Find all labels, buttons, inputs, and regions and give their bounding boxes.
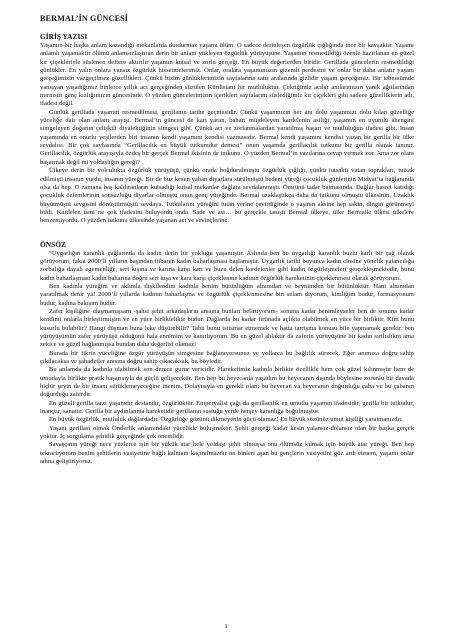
paragraph: Zafer kişiliğine ulaşmamışsam -şahsi şehit arkadaşların anısına bunları belirtiyorum- sonuna kadar benimleyseler ben de sonuna kadar kendimi onlarla birleştirmişim ve en yüce birliktelikte budur. Dağlarda bu kadar firtınada açlıkta olabilmek en yüce bir birliktir. Kim bunu kusurlu bulabilir? Hangi düşman buna leke düşürebilir? Tabii bunu istismar etmemek ve hatta tarrişma konusu bile yapmamak gerekir. ben yürüyüşümün zafer yürüyüşü olduğunu hala ennimim ve kanıtlıyorum. Bu en güzel ahlaktır da zaferin yürüyüşüne bir kadın sırtlıslıkm ama zekice ve güzel bağlanmışsa bundan daha değerlisi olamaz!	[40, 307, 414, 349]
section-giris	[40, 32, 414, 226]
paragraph: Burada bir fikrin yüceliğine özgür yürüyüşün simgesine bağlanıyorsunuz ve yollarca bu bağlılık sürecek. Eğer anımıza doğru sahip çıkılacaksa ve şahadetler anısına doğru sahip çıkacaksak, bu böyledir.	[40, 349, 414, 366]
paragraph: Ülkeye derin bir yolculukta özgürlük yürüyüşü, çünkü orada boğdurulmuştu özgürlük çığlığı, çünkü tutsaktı vatan toprakları, tutsak edilmişti insanın yurdu, insanın yüreği. Bir de buz kesen yaban diyarlara sürülmüştü bedeni yüreği çocukluk günlerinin Midyat’ta bağlanında olsa da hep. O zamana baş kaldıranların kutsadığı kutsal mekanlar dağlara sevdalanmıştı. Ömrünü tadar batmasında. Dağlar hasret katıdığı çocukluk özlemlerinin sonsuzluğu diyarlar olmuştu onun genç yüreğinde. Bermal uzaklaştıkça daha da tutkunu olmuştu ülkesinin. Uzaklık büyütmüştü sevgisini dönüştürmüştü sevdaya. Tutkularını yüreğini tutan yerine çevirdiğinde o yaşının aksine hep sakin, dingin görünmeyi bildi. Kardelen ismi ne çok ifadesini buluyordu onda. Sade ve asi… bu gerçekle tanıştı Bermal ülkeye, ülke Bermalle ülkesi ülkelere benzemiyordu. O yüzden tutkunu ülkesinde yaşanan acı ve sevinçlerine.	[40, 167, 414, 225]
section-spacer	[40, 226, 414, 238]
paragraph: En güzeli gerilla tarzı yaşamdır destandır, özgürlüktür. Emperyalist çağı da gerillacılık en umutlu yaşamın ifadesidir, gerilla bir tutkudur, inançtır, sanattır. Gerilla bir aydınlanma hareketidir gerillanın sustuğu yerde herşey karanlığa boğulmuştur.	[40, 399, 414, 416]
paragraph: “Uygarlığın karanlık çağlarında da kadın derin bir yokluğu yaşamıştır. Aslında ben bu uygarlığı karanlık buzlu karlı bir çağ olarak görüyorum, fakat 2000’li yılların başından itibaren kadın baharlaşması başlamıştır. Uygarlık tarihi boyunca kadın cinsine yönelik yalancılığa zorbalığa dayalı egemenliğe, sert kışına ve karına karşı karı ve buzu delen kardelenler gibi kadın özgürleşmeleri gerçekleşmektedir, bunu kadın baharlaşması kadın baharına doğru sert kışa ve kara karşı çiçeklenme kadının özgürlük hareketinin çiçeklenmesi olarak görüyorum.	[40, 249, 414, 282]
paragraph: En büyük özgürlük, mutluluk dağlardadır. Özgürlüğe gözünü dikmeyenin gücü olamaz! En büyük sözünüz umut kişiliği yaratmanızdır.	[49, 416, 403, 424]
section-onsoz	[40, 240, 414, 467]
page-number: 1	[224, 624, 228, 630]
section-heading: ÖNSÖZ	[40, 239, 66, 249]
paragraph: Günlük gerillada yaşamın resmedilmesi, gerillanın tarihe geçmesidir. Çünkü yaşanmızın her anı dolu yaşanmızı dolu kılan güzelliğe yüceliğe dair olan anlam arayışı. Bermal’in güncesi de kari yaran, baharı müjdeleyen kardelenin asiliği, yaşamın en uyumlu ahengini simgeleyen doğanın çelişkili diyalektiğinin simgesi gibi. Çünkü acı ve zorlanmalardan yaratılmış başarı ve mutluluğun ifadesi gibi. İnsan yaşamında en onurlu yeşilerden biri insanın kendi yaşamını kendisi yazmasıdır. Bermal kendi yaşamını kendisi yazan bir gerilla bir ülke sevdalısı. Bir çok sayfasında “Gerillacılık en büyük tutkumdur demesi” onun yaşamda gerillacılık tutkunu bir gerilla olarak tanınır. Gerillacılık, özgürlük arayışıyla özdeş bir gerçek Bermal ikisinin de tutkunu. O yüzden Bermal’in yazılarına cevap vermek zor. Ama zor olanı başarmak değil mi yoldaşlığın gereği?	[40, 108, 414, 166]
paragraph: Ben kadınla yüreğim ve aklımla ilişkilendim kadınla benim bütünlüğüm alnımdan ve beynimden bir bütünlüktür. Hani alnımdan yaratılmak denir ya! 2000’li yıllarda kadının baharlaşma ve özgürlük çiçeklenmesine bin selam diyorum, kimliğim budur, formasyonum budur, kadına bakışım budur.	[40, 282, 414, 307]
paragraph: Yaşam gerillası olmak Önderlik anlamındaki yücelikle buluşmaktır. Şehit gerçeği kadar kesin yalansız-dolansız olan bir başka gerçek yoktur. İç sorgulama şehitlik gerçeğinde çok önemlidir.	[40, 424, 414, 441]
paragraph: Savaşçının yüreği nece yüzlerce işin bir yükük atar hele yoldaşı şehit olmuşsa onu ölümsüz kılmak için büyük atar yüreği. Ben hep tekrarlıyorum benim şehitlerin vasiyetine bağlı kalmam kaçınılmazdır on binleri aşan bu gençlerin vasiyetini göz ardı etmem, yaşamı onlar adına geliştiriyoruz.	[40, 441, 414, 466]
document-title: BERMAL’İN GÜNCESİ	[40, 14, 129, 23]
section-heading: GİRİŞ YAZISI	[40, 32, 88, 41]
paragraph: Bu anlamda da kadınla olabilmek son derece gurur vericidir. Hareketimiz kadınla birlikte özellikle hem çok güzel kılınmıştır hem de umudayla birlikte pratik başarısıyla da güçlü gelişecektir. Ben hep bu heyecanla yaşadım bu heyecanın dışında böylesine zorunlu bir davada hiçbir şeyin de bir insanı sürüklemeyeceğine inenim. Dolayısıyla en gerekli olan; bu heyecan va heyecanın doğurduğu çaba ve bu çabanın doğurduğu zaferdir.	[40, 366, 414, 399]
paragraph: Yaşamın bir başka anlam kazandığı mekanlarda durdurmaz yaşamı ölüm. O sadece derinleşen özgürlük çığlığında ince bir kavşaktır. Yaşamı anlamlı yaşamaktır ölümü anlamsızlaştıran derin bir anlam yükleyen özgürlük yürüyüşüne. Yaşamın resmedildiği özenle hazırlanan en güzel kır çiçekleriyle süslenen deftere aktırılır yaşamın kutsal ve zorlu gerçeği. En büyük değerlerden biridir. Gerillada güncelerin resmedildiği günlükler. En yalın onlara yansız özgürlük hissetmelerimiz. Onlar, oralara yaşamımızın gizemli perdesini ve onlar bir daha anlatır yaşam gerçeğimizin vazgeçilmez güzellikleri. Çünkü bizim günlüklerimizin sayfalarına satır aralarında gizlidir yaşam gerçeğimiz. Bir tebessümde yansıyan yaşadığımız binlerce yıllık acı gerçeğinden süzülen Kürdistani bir mutluluktur. Çektiğimiz acılar anılarımızın yanık ağıtlarından mırnıstır genç kızlığımızın güncesinde. O yüzden güncelerimizin içerikleri sayfalarını süslediğimiz kır çiçekleri gibi sadece güzelliklerin adı, ifadesi değil.	[40, 42, 414, 108]
